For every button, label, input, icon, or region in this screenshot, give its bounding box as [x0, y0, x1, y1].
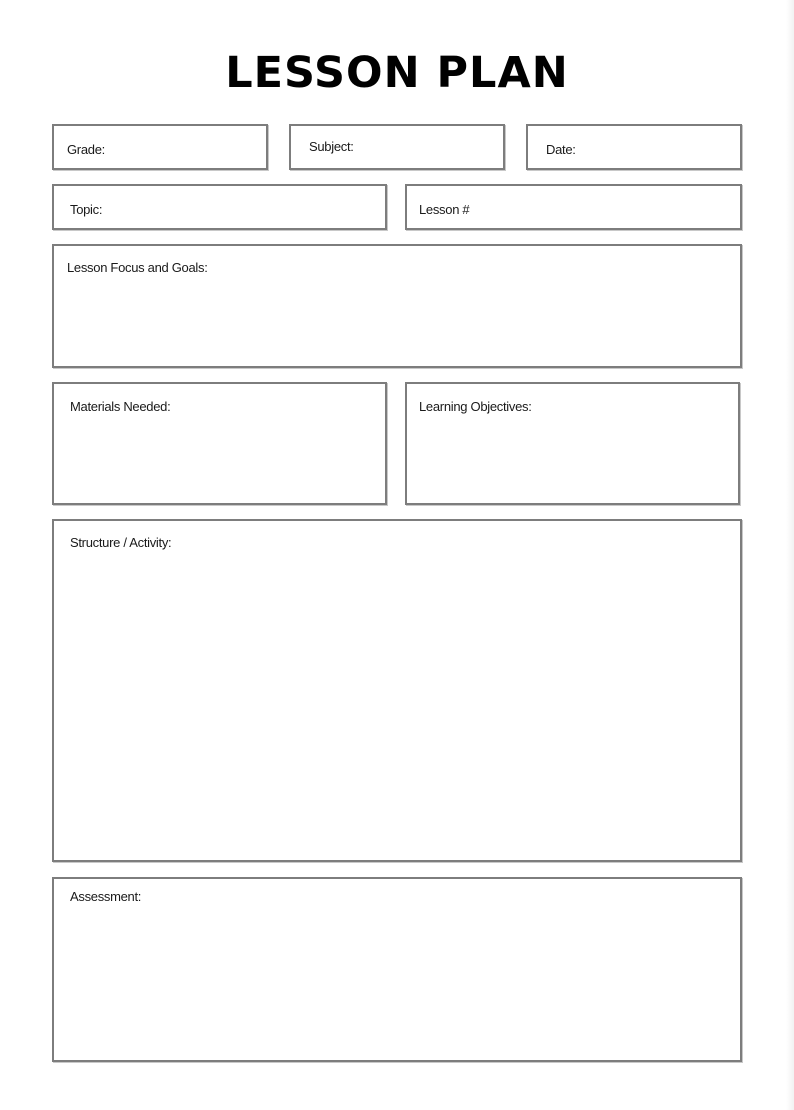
objectives-label: Learning Objectives:: [419, 399, 532, 414]
assessment-label: Assessment:: [70, 889, 142, 904]
materials-label: Materials Needed:: [70, 399, 171, 414]
date-label: Date:: [546, 142, 576, 157]
date-field[interactable]: [526, 124, 742, 170]
grade-field[interactable]: [52, 124, 268, 170]
grade-label: Grade:: [67, 142, 105, 157]
topic-field[interactable]: [52, 184, 387, 230]
lesson-number-label: Lesson #: [419, 202, 470, 217]
assessment-field[interactable]: [52, 877, 742, 1062]
page-title: LESSON PLAN: [225, 48, 569, 98]
structure-label: Structure / Activity:: [70, 535, 172, 550]
structure-field[interactable]: [52, 519, 742, 862]
topic-label: Topic:: [70, 202, 103, 217]
subject-label: Subject:: [309, 139, 354, 154]
subject-field[interactable]: [289, 124, 505, 170]
focus-goals-field[interactable]: [52, 244, 742, 368]
page-edge-shadow: [786, 0, 794, 1110]
lesson-number-field[interactable]: [405, 184, 742, 230]
focus-goals-label: Lesson Focus and Goals:: [67, 260, 208, 275]
objectives-field[interactable]: [405, 382, 740, 505]
materials-field[interactable]: [52, 382, 387, 505]
